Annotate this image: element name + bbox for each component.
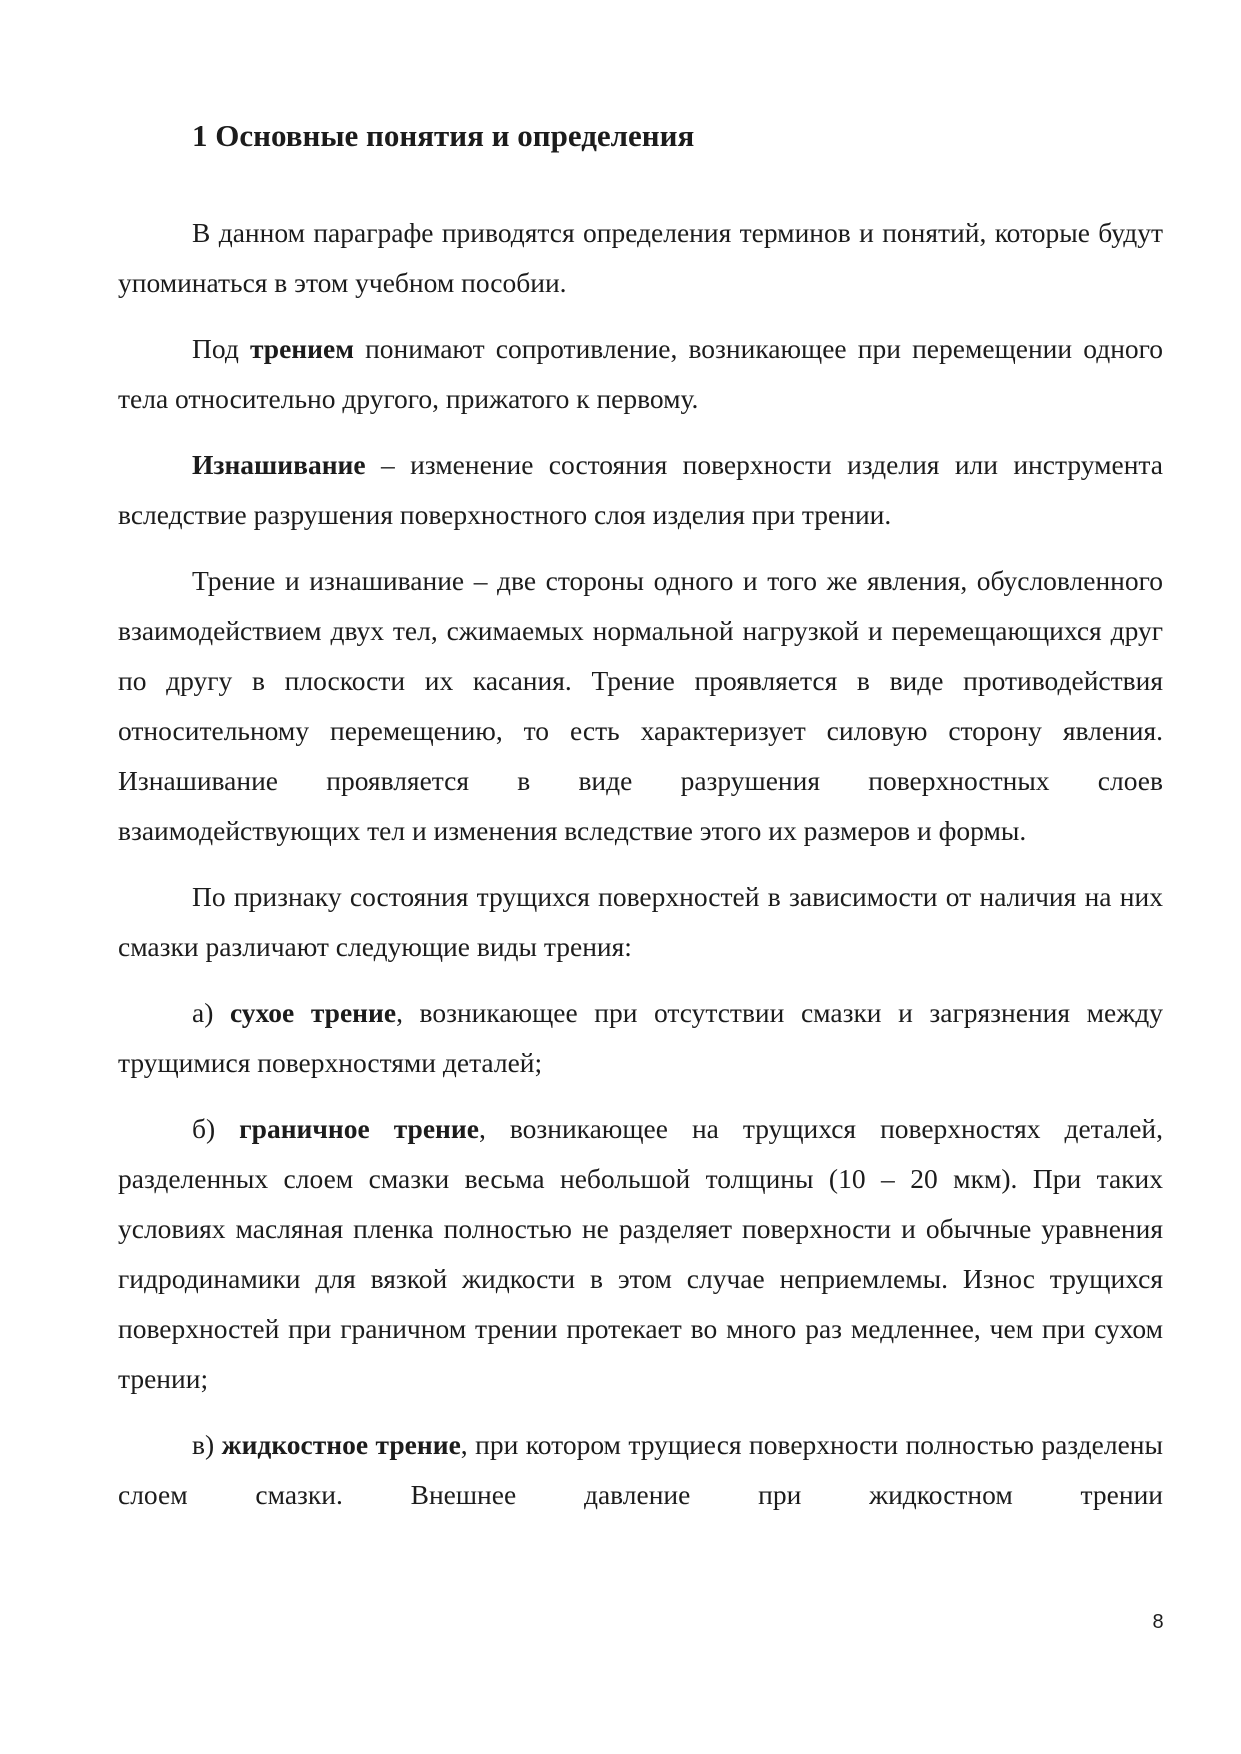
boundary-friction-term: граничное трение	[239, 1113, 479, 1144]
item-a-text: , возникающее при отсутствии смазки и загрязнения между трущимися поверхностями деталей;	[118, 997, 1163, 1078]
friction-type-item-b	[118, 1104, 1163, 1404]
dry-friction-term: сухое трение	[229, 997, 397, 1028]
item-c-prefix: в)	[192, 1429, 222, 1460]
friction-definition-paragraph	[118, 324, 1163, 424]
friction-term: трением	[249, 333, 354, 364]
section-heading: 1 Основные понятия и определения	[192, 118, 695, 153]
friction-and-wear-paragraph: Трение и изнашивание – две стороны одного и того же явления, обусловленного взаимодействием двух тел, сжимаемых нормальной нагрузкой и перемещающихся друг по другу в плоскости их касания. Трение проявляется в виде противодействия относительному перемещению, то есть характеризует силовую сторону явления. Изнашивание проявляется в виде разрушения поверхностных слоев взаимодействующих тел и изменения вследствие этого их размеров и формы.	[118, 565, 1163, 846]
friction-prefix: Под	[192, 333, 250, 364]
intro-paragraph: В данном параграфе приводятся определения терминов и понятий, которые будут упоминаться в этом учебном пособии.	[118, 217, 1163, 298]
item-b-prefix: б)	[192, 1113, 240, 1144]
friction-types-intro-paragraph: По признаку состояния трущихся поверхностей в зависимости от наличия на них смазки различают следующие виды трения:	[118, 881, 1163, 962]
friction-type-item-c	[118, 1420, 1163, 1520]
document-body	[118, 208, 1163, 1536]
item-c-text: , при котором трущиеся поверхности полностью разделены слоем смазки. Внешнее давление при жидкостном трении	[118, 1429, 1163, 1510]
item-a-prefix: а)	[192, 997, 230, 1028]
fluid-friction-term: жидкостное трение	[221, 1429, 461, 1460]
item-b-text: , возникающее на трущихся поверхностях деталей, разделенных слоем смазки весьма небольшой толщины (10 – 20 мкм). При таких условиях масляная пленка полностью не разделяет поверхности и обычные уравнения гидродинамики для вязкой жидкости в этом случае неприемлемы. Износ трущихся поверхностей при граничном трении протекает во много раз медленнее, чем при сухом трении;	[118, 1113, 1163, 1394]
wear-term: Изнашивание	[192, 449, 366, 480]
wear-definition-paragraph	[118, 440, 1163, 540]
wear-definition-text: – изменение состояния поверхности изделия или инструмента вследствие разрушения поверхностного слоя изделия при трении.	[118, 449, 1163, 530]
page-number: 8	[1152, 1611, 1164, 1633]
friction-type-item-a	[118, 988, 1163, 1088]
friction-definition-text: понимают сопротивление, возникающее при перемещении одного тела относительно другого, прижатого к первому.	[118, 333, 1163, 414]
